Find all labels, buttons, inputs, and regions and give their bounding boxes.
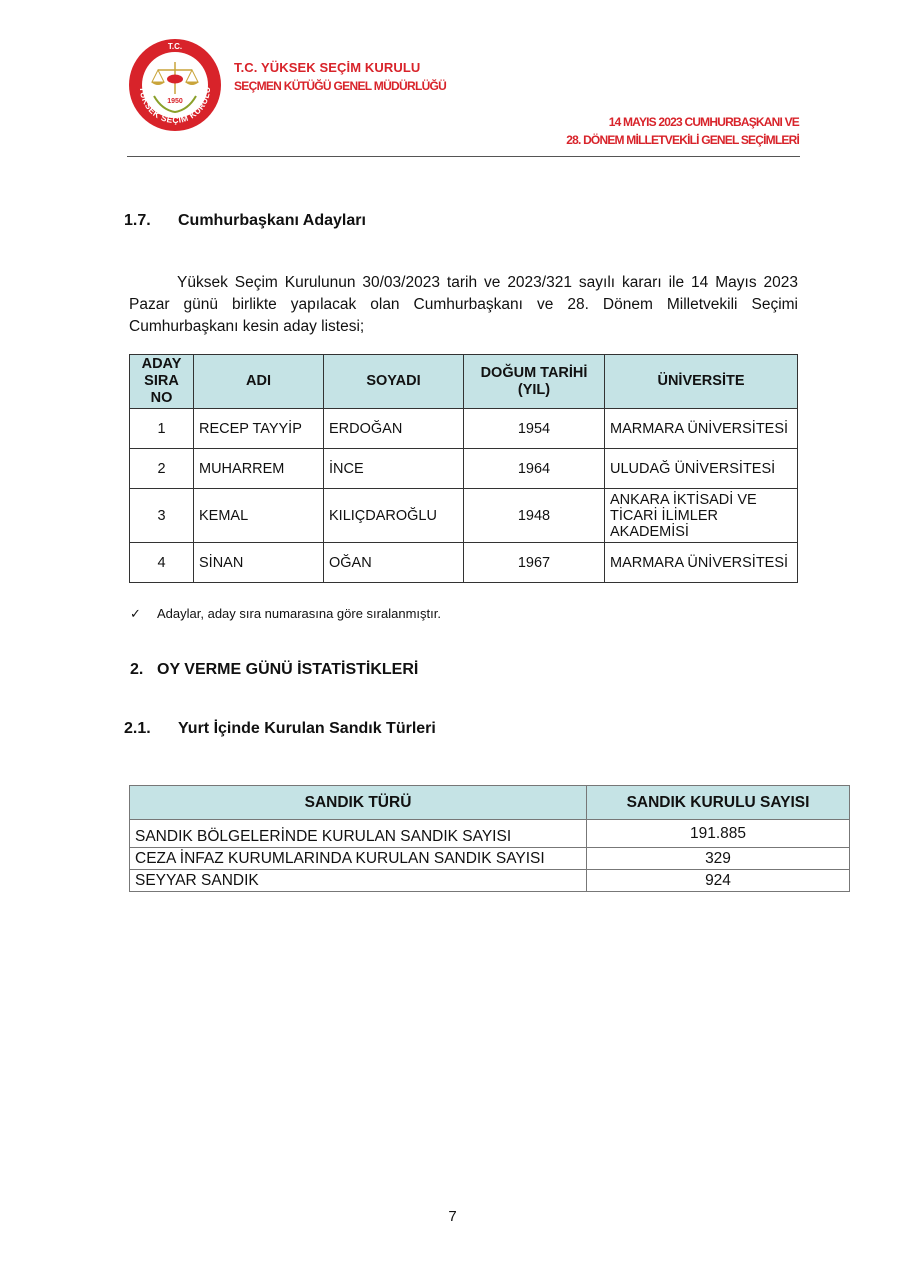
table-row bbox=[130, 449, 798, 489]
cell-first-name: KEMAL bbox=[194, 489, 324, 543]
section-2-title: OY VERME GÜNÜ İSTATİSTİKLERİ bbox=[157, 661, 419, 678]
cell-count: 924 bbox=[587, 870, 850, 892]
section-1-7-number: 1.7. bbox=[124, 212, 151, 229]
table-row bbox=[130, 870, 850, 892]
cell-university: MARMARA ÜNİVERSİTESİ bbox=[605, 409, 798, 449]
cell-no: 1 bbox=[130, 409, 194, 449]
section-1-7-title: Cumhurbaşkanı Adayları bbox=[178, 212, 366, 229]
ysk-seal-icon bbox=[128, 38, 222, 132]
seal-ring-text: YÜKSEK SEÇİM KURULU bbox=[137, 86, 213, 126]
cell-first-name: MUHARREM bbox=[194, 449, 324, 489]
cell-last-name: OĞAN bbox=[324, 543, 464, 583]
org-name: T.C. YÜKSEK SEÇİM KURULU bbox=[234, 60, 421, 75]
cell-type: SANDIK BÖLGELERİNDE KURULAN SANDIK SAYISI bbox=[130, 820, 587, 848]
header-divider bbox=[127, 156, 800, 157]
section-1-7-paragraph bbox=[129, 272, 798, 338]
cell-last-name: ERDOĞAN bbox=[324, 409, 464, 449]
cell-count: 191.885 bbox=[587, 820, 850, 848]
table-row bbox=[130, 848, 850, 870]
cell-birth-year: 1964 bbox=[464, 449, 605, 489]
cell-birth-year: 1948 bbox=[464, 489, 605, 543]
header-aday-sira-no: ADAY SIRA NO bbox=[130, 355, 194, 409]
cell-no: 3 bbox=[130, 489, 194, 543]
note bbox=[130, 606, 441, 622]
header-sandik-turu: SANDIK TÜRÜ bbox=[130, 786, 587, 820]
cell-last-name: KILIÇDAROĞLU bbox=[324, 489, 464, 543]
cell-first-name: RECEP TAYYİP bbox=[194, 409, 324, 449]
page-number: 7 bbox=[448, 1208, 457, 1225]
seal-year: 1950 bbox=[167, 98, 183, 105]
cell-type: SEYYAR SANDIK bbox=[130, 870, 587, 892]
ballot-box-table bbox=[129, 785, 850, 892]
election-title-line1: 14 MAYIS 2023 CUMHURBAŞKANI VE bbox=[608, 115, 799, 129]
header-universite: ÜNİVERSİTE bbox=[605, 355, 798, 409]
paragraph-text: Yüksek Seçim Kurulunun 30/03/2023 tarih ve 2023/321 sayılı kararı ile 14 Mayıs 2023 Pazar günü birlikte yapılacak olan Cumhurbaşkanı ve 28. Dönem Milletvekili Seçimi Cumhurbaşkanı kesin aday listesi; bbox=[129, 274, 798, 335]
table-header-row bbox=[130, 355, 798, 409]
header-adi: ADI bbox=[194, 355, 324, 409]
header-dogum-tarihi: DOĞUM TARİHİ (YIL) bbox=[464, 355, 605, 409]
section-2-number: 2. bbox=[130, 661, 144, 678]
cell-first-name: SİNAN bbox=[194, 543, 324, 583]
table-row bbox=[130, 409, 798, 449]
cell-no: 4 bbox=[130, 543, 194, 583]
cell-count: 329 bbox=[587, 848, 850, 870]
candidates-table bbox=[129, 354, 798, 583]
header-soyadi: SOYADI bbox=[324, 355, 464, 409]
cell-birth-year: 1954 bbox=[464, 409, 605, 449]
table-row bbox=[130, 489, 798, 543]
checkmark-icon: ✓ bbox=[130, 606, 141, 621]
org-department: SEÇMEN KÜTÜĞÜ GENEL MÜDÜRLÜĞÜ bbox=[234, 79, 447, 93]
cell-university: ANKARA İKTİSADİ VE TİCARİ İLİMLER AKADEMİSİ bbox=[605, 489, 798, 543]
section-2-1-title: Yurt İçinde Kurulan Sandık Türleri bbox=[178, 720, 436, 737]
cell-birth-year: 1967 bbox=[464, 543, 605, 583]
ysk-seal-logo bbox=[128, 38, 222, 132]
cell-university: MARMARA ÜNİVERSİTESİ bbox=[605, 543, 798, 583]
cell-no: 2 bbox=[130, 449, 194, 489]
note-text: Adaylar, aday sıra numarasına göre sıralanmıştır. bbox=[157, 606, 441, 621]
cell-last-name: İNCE bbox=[324, 449, 464, 489]
table-header-row bbox=[130, 786, 850, 820]
election-title-line2: 28. DÖNEM MİLLETVEKİLİ GENEL SEÇİMLERİ bbox=[566, 133, 799, 147]
seal-top-text: T.C. bbox=[167, 42, 183, 51]
table-row bbox=[130, 543, 798, 583]
cell-type: CEZA İNFAZ KURUMLARINDA KURULAN SANDIK SAYISI bbox=[130, 848, 587, 870]
table-row bbox=[130, 820, 850, 848]
header-sandik-kurulu-sayisi: SANDIK KURULU SAYISI bbox=[587, 786, 850, 820]
cell-university: ULUDAĞ ÜNİVERSİTESİ bbox=[605, 449, 798, 489]
section-2-1-number: 2.1. bbox=[124, 720, 151, 737]
